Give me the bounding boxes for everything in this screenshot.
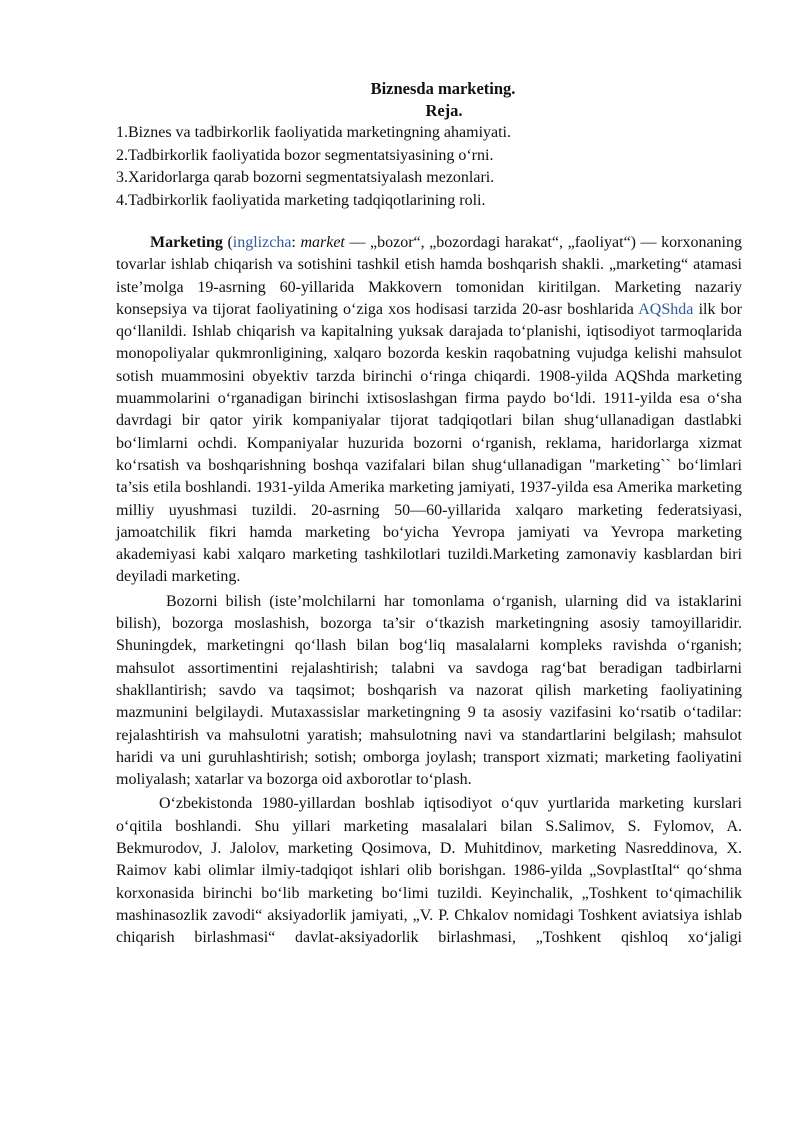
paragraph1-text-a: — „bozor“, „bozordagi harakat“, „faoliyat“) — korxonaning tovarlar ishlab chiqarish va sotishini tashkil etish hamda boshqarish shakli. „marketing“ atamasi iste’molga 19-asrning 60-yillarida Makkovern tomonidan kiritilgan. Marketing nazariy konsepsiya va tijorat faoliyatining o‘ziga xos hodisasi tarzida 20-asr boshlarida bbox=[116, 234, 743, 318]
colon: : bbox=[291, 234, 301, 251]
paragraph-marketing-principles: Bozorni bilish (iste’molchilarni har tomonlama o‘rganish, ularning did va istaklarini bilish), bozorga moslashish, bozorga ta’sir o‘tkazish marketingning asosiy tamoyillaridir. Shuningdek, marketingni qo‘llash bilan bog‘liq masalalarni kompleks ravishda o‘rganish; mahsulot assortimentini rejalashtirish; talabni va savdoga rag‘bat beradigan tadbirlarni shakllantirish; savdo va taqsimot; boshqarish va nazorat qilish marketing faoliyatining mazmunini belgilaydi. Mutaxassislar marketingning 9 ta asosiy vazifasini ko‘rsatib o‘tadilar: rejalashtirish va mahsulotni yaratish; mahsulotning navi va standartlarini belgilash; mahsulot haridi va uni guruhlashtirish; sotish; omborga joylash; transport xizmati; marketing faoliyatini moliyalash; xatarlar va bozorga oid axborotlar to‘plash. bbox=[116, 592, 742, 789]
term-market: market bbox=[300, 234, 345, 251]
link-inglizcha[interactable]: inglizcha bbox=[232, 234, 292, 251]
paragraph1-text-b: ilk bor qo‘llanildi. Ishlab chiqarish va kapitalning yuksak darajada to‘planishi, iqtisodiyot tarmoqlarida monopoliyalar qukmronligining, xalqaro bozorda keskin raqobatning vujudga kelishi mahsulot sotish muammosini obyektiv tarzda birinchi o‘ringa chiqardi. 1908-yilda AQShda marketing muammolarini o‘rganadigan birinchi ixtisoslashgan firma paydo bo‘ldi. 1911-yilda esa o‘sha davrdagi bir qator yirik kompaniyalar tijorat tadqiqotlari bilan shug‘ullanadigan dastlabki bo‘limlarni ochdi. Kompaniyalar huzurida bozorni o‘rganish, reklama, haridorlarga xizmat ko‘rsatish va boshqarishning boshqa vazifalari bilan shug‘ullanadigan "marketing`` bo‘limlari ta’sis etila boshlandi. 1931-yilda Amerika marketing jamiyati, 1937-yilda esa Amerika marketing milliy uyushmasi tuzildi. 20-asrning 50—60-yillarida xalqaro marketing federatsiyasi, jamoatchilik fikri hamda marketing bo‘yicha Yevropa jamiyati va Yevropa marketing akademiyasi kabi xalqaro marketing tashkilotlari tuzildi.Marketing zamonaviy kasblardan biri deyiladi marketing. bbox=[116, 300, 743, 586]
paragraph-marketing-definition bbox=[116, 232, 742, 589]
plan-item: 1.Biznes va tadbirkorlik faoliyatida marketingning ahamiyati. bbox=[116, 124, 511, 141]
plan-item: 2.Tadbirkorlik faoliyatida bozor segmentatsiyasining o‘rni. bbox=[116, 146, 494, 164]
plan-item: 3.Xaridorlarga qarab bozorni segmentatsiyalash mezonlari. bbox=[116, 169, 495, 186]
plan-item: 4.Tadbirkorlik faoliyatida marketing tadqiqotlarining roli. bbox=[116, 191, 486, 209]
plan-list bbox=[116, 122, 742, 212]
paren-open: ( bbox=[222, 234, 233, 251]
link-aqshda[interactable]: AQShda bbox=[638, 300, 694, 318]
plan-title: Reja. bbox=[425, 101, 463, 120]
lead-term: Marketing bbox=[150, 234, 223, 251]
document-title: Biznesda marketing. bbox=[370, 79, 516, 98]
paragraph-uzbekistan-history: O‘zbekistonda 1980-yillardan boshlab iqtisodiyot o‘quv yurtlarida marketing kurslari o‘qitila boshlandi. Shu yillari marketing masalalari bilan S.Salimov, S. Fylomov, A. Bekmurodov, J. Jalolov, marketing Qosimova, D. Muhitdinov, marketing Nasreddinova, X. Raimov kabi olimlar ilmiy-tadqiqot ishlari olib borishgan. 1986-yilda „SovplastItal“ qo‘shma korxonasida birinchi bo‘lib marketing bo‘limi tuzildi. Keyinchalik, „Toshkent to‘qimachilik mashinasozlik zavodi“ aksiyadorlik jamiyati, „V. P. Chkalov nomidagi Toshkent aviatsiya ishlab chiqarish birlashmasi“ davlat-aksiyadorlik birlashmasi, „Toshkent qishloq xo‘jaligi bbox=[116, 795, 742, 947]
